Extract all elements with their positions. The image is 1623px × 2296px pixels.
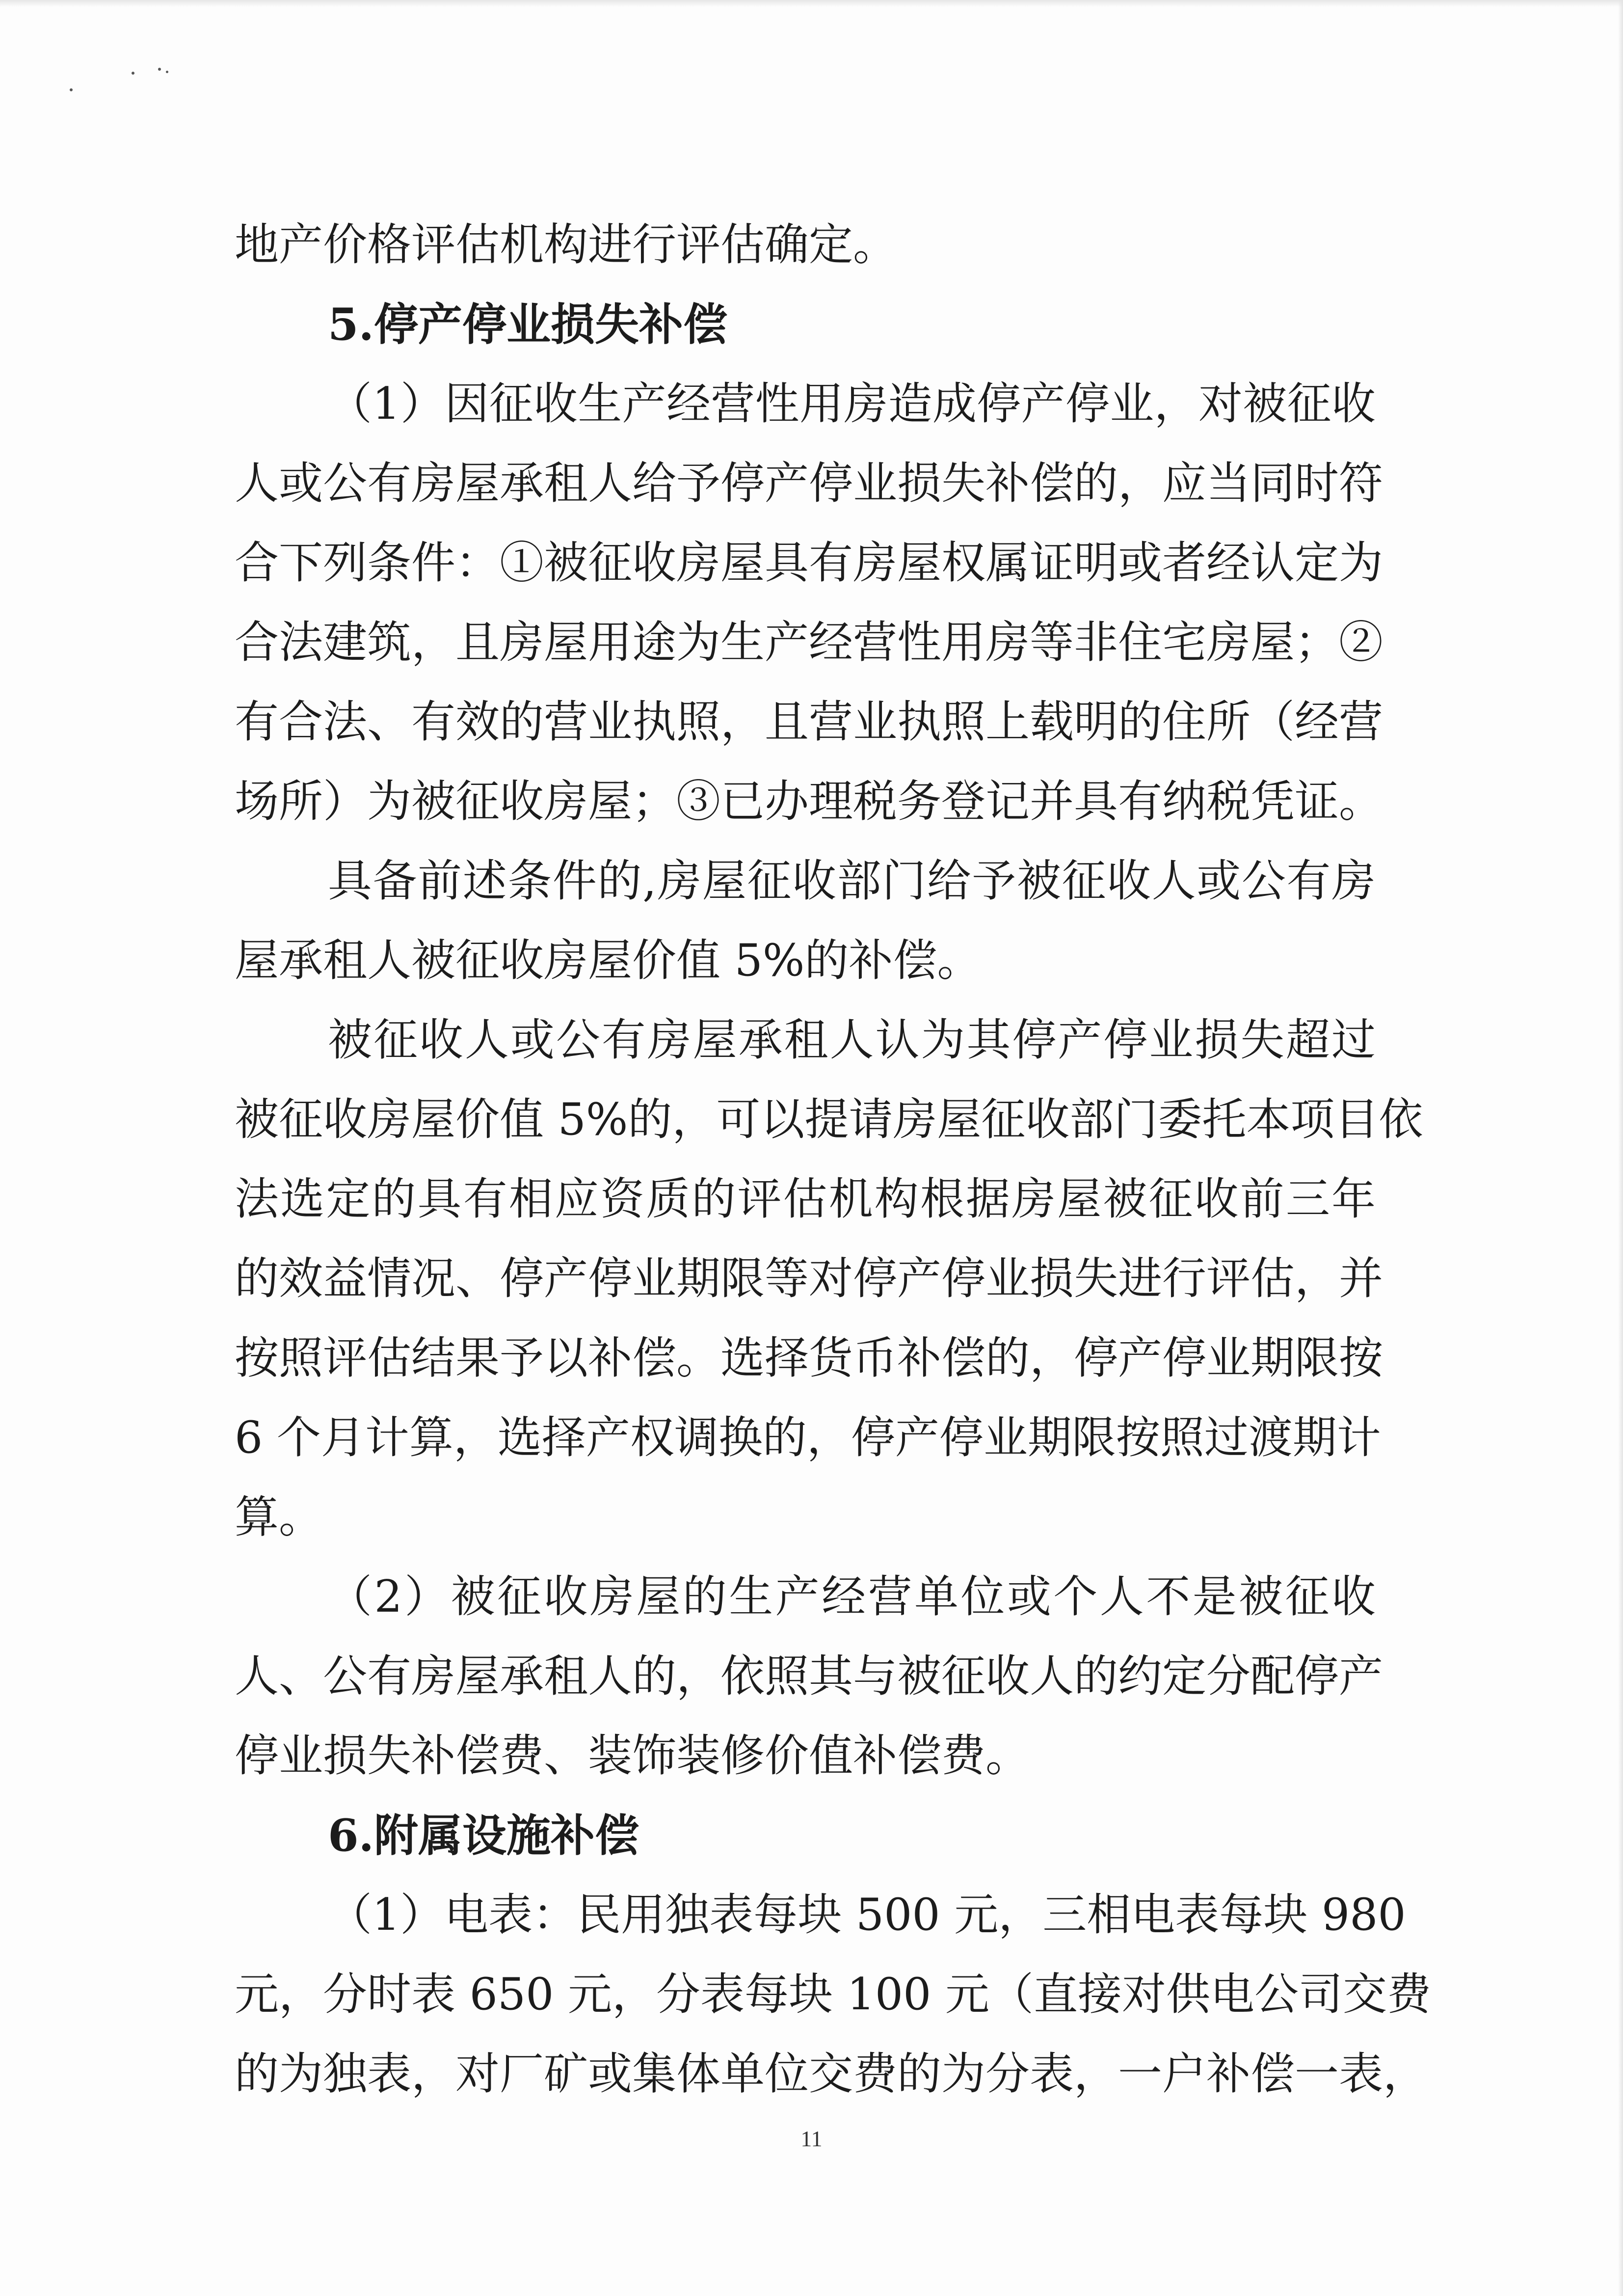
paragraph-line: 算。: [235, 1491, 323, 1543]
paragraph-line: 人或公有房屋承租人给予停产停业损失补偿的，应当同时符: [235, 458, 1383, 509]
paragraph-line: 屋承租人被征收房屋价值 5%的补偿。: [235, 935, 982, 986]
paragraph-line: （1）因征收生产经营性用房造成停产停业，对被征收: [328, 378, 1376, 430]
paragraph-line: 法选定的具有相应资质的评估机构根据房屋被征收前三年: [235, 1173, 1376, 1225]
paragraph-line: 被征收人或公有房屋承租人认为其停产停业损失超过: [328, 1014, 1376, 1066]
paragraph-line: 元，分时表 650 元，分表每块 100 元（直接对供电公司交费: [235, 1969, 1431, 2020]
section-heading: 6.附属设施补偿: [328, 1810, 639, 1862]
paragraph-line: （2）被征收房屋的生产经营单位或个人不是被征收: [328, 1571, 1376, 1622]
paragraph-line: 合法建筑，且房屋用途为生产经营性用房等非住宅房屋；②: [235, 617, 1383, 668]
paragraph-line: 有合法、有效的营业执照，且营业执照上载明的住所（经营: [235, 696, 1383, 748]
paragraph-line: 场所）为被征收房屋；③已办理税务登记并具有纳税凭证。: [235, 776, 1383, 827]
scan-speck: [166, 71, 168, 73]
scan-edge-top: [0, 0, 1623, 7]
paragraph-line: 停业损失补偿费、装饰装修价值补偿费。: [235, 1730, 1030, 1782]
paragraph-line: 的为独表，对厂矿或集体单位交费的为分表，一户补偿一表，: [235, 2048, 1427, 2100]
paragraph-line: 合下列条件：①被征收房屋具有房屋权属证明或者经认定为: [235, 537, 1383, 589]
paragraph-line: 6 个月计算，选择产权调换的，停产停业期限按照过渡期计: [235, 1412, 1381, 1463]
paragraph-line: （1）电表：民用独表每块 500 元，三相电表每块 980: [328, 1889, 1406, 1941]
document-body: [235, 205, 1431, 2114]
scan-speck: [132, 72, 134, 75]
paragraph-line: 被征收房屋价值 5%的，可以提请房屋征收部门委托本项目依: [235, 1094, 1423, 1145]
paragraph-line: 按照评估结果予以补偿。选择货币补偿的，停产停业期限按: [235, 1332, 1383, 1384]
scan-speck: [70, 88, 73, 91]
paragraph-line: 地产价格评估机构进行评估确定。: [235, 219, 897, 270]
section-heading: 5.停产停业损失补偿: [328, 298, 727, 351]
scan-speck: [158, 68, 161, 71]
paragraph-line: 人、公有房屋承租人的，依照其与被征收人的约定分配停产: [235, 1650, 1383, 1702]
paragraph-line: 具备前述条件的,房屋征收部门给予被征收人或公有房: [328, 855, 1376, 907]
paragraph-line: 的效益情况、停产停业期限等对停产停业损失进行评估，并: [235, 1253, 1383, 1304]
scan-edge-right: [1618, 0, 1623, 2296]
page-number: 11: [800, 2126, 823, 2151]
